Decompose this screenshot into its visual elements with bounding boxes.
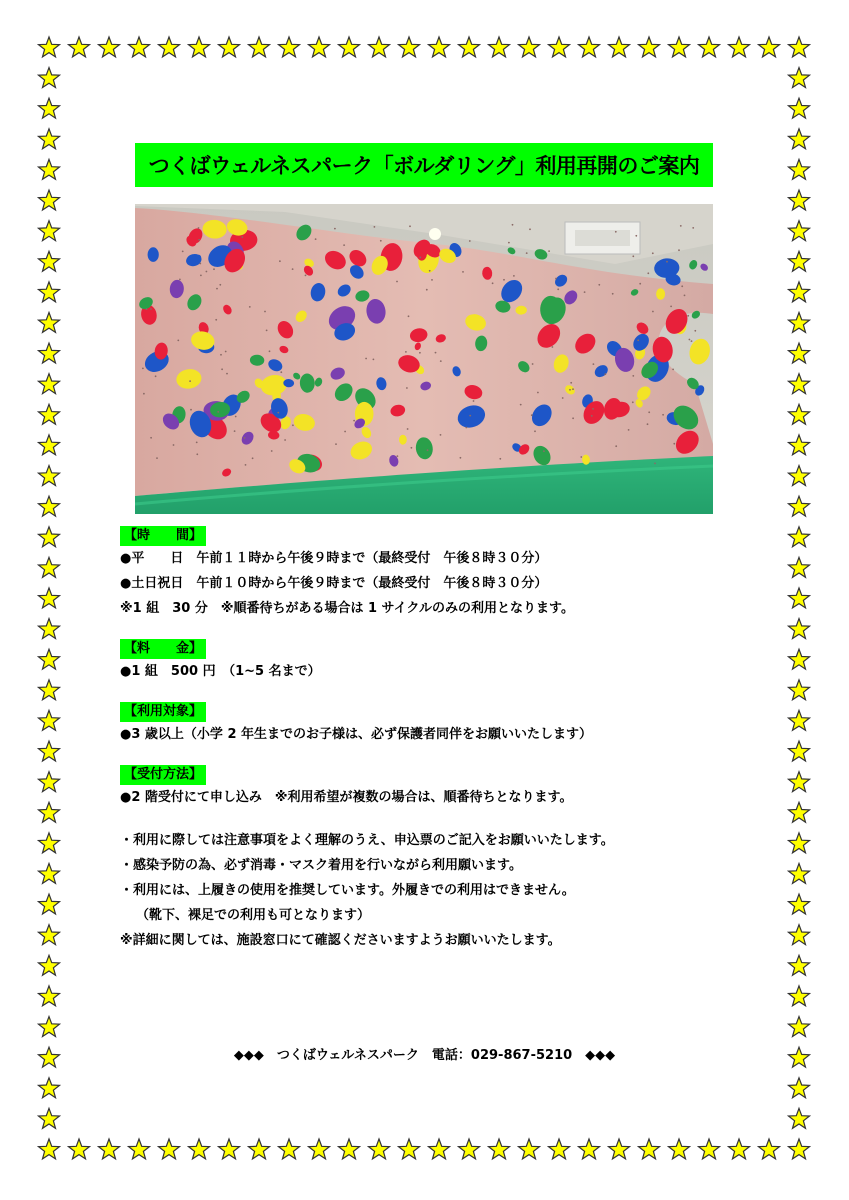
- wall-bolt: [431, 279, 433, 281]
- wall-bolt: [405, 351, 407, 353]
- wall-bolt: [426, 289, 428, 291]
- wall-bolt: [373, 359, 375, 361]
- wall-bolt: [692, 227, 694, 229]
- note-3: ・利用には、上履きの使用を推奨しています。外履きでの利用はできません。: [120, 883, 575, 898]
- wall-bolt: [271, 450, 273, 452]
- wall-bolt: [462, 271, 464, 273]
- wall-bolt: [335, 443, 337, 445]
- wall-bolt: [235, 416, 237, 418]
- star-icon: [249, 1139, 270, 1159]
- wall-bolt: [652, 252, 654, 254]
- star-icon: [789, 1017, 810, 1037]
- wall-bolt: [155, 375, 157, 377]
- star-icon: [159, 1139, 180, 1159]
- star-icon: [789, 435, 810, 455]
- star-icon: [39, 466, 60, 486]
- star-icon: [789, 802, 810, 822]
- star-icon: [459, 1139, 480, 1159]
- star-icon: [39, 159, 60, 179]
- star-icon: [549, 1139, 570, 1159]
- wall-bolt: [512, 224, 514, 226]
- star-icon: [759, 1139, 780, 1159]
- star-icon: [99, 1139, 120, 1159]
- star-icon: [39, 343, 60, 363]
- wall-bolt: [429, 270, 431, 272]
- wall-bolt: [266, 330, 268, 332]
- wall-bolt: [654, 463, 656, 465]
- footer-contact: ◆◆◆ つくばウェルネスパーク 電話：029-867-5210 ◆◆◆: [233, 1048, 616, 1063]
- note-2: ・感染予防の為、必ず消毒・マスク着用を行いながら利用願います。: [120, 858, 522, 873]
- star-icon: [39, 496, 60, 516]
- wall-bolt: [684, 295, 686, 297]
- star-icon: [789, 772, 810, 792]
- wall-bolt: [427, 449, 429, 451]
- star-icon: [789, 864, 810, 884]
- star-icon: [789, 680, 810, 700]
- wall-bolt: [179, 279, 181, 281]
- star-icon: [729, 37, 750, 57]
- wall-bolt: [284, 439, 286, 441]
- wall-bolt: [662, 414, 664, 416]
- fee-heading: 【料 金】: [120, 639, 206, 659]
- wall-bolt: [508, 242, 510, 244]
- star-icon: [39, 986, 60, 1006]
- wall-bolt: [678, 249, 680, 251]
- star-icon: [69, 1139, 90, 1159]
- wall-bolt: [199, 263, 201, 265]
- star-icon: [399, 1139, 420, 1159]
- star-icon: [39, 374, 60, 394]
- wall-bolt: [584, 291, 586, 293]
- star-icon: [189, 37, 210, 57]
- wall-bolt: [334, 228, 336, 230]
- wall-bolt: [687, 315, 689, 317]
- star-icon: [489, 37, 510, 57]
- wall-bolt: [189, 380, 191, 382]
- wall-bolt: [548, 250, 550, 252]
- wall-bolt: [469, 240, 471, 242]
- star-icon: [129, 37, 150, 57]
- wall-bolt: [206, 271, 208, 273]
- wall-bolt: [249, 306, 251, 308]
- star-icon: [609, 1139, 630, 1159]
- wall-bolt: [374, 226, 376, 228]
- wall-bolt: [647, 272, 649, 274]
- star-icon: [789, 313, 810, 333]
- star-icon: [789, 343, 810, 363]
- wall-bolt: [234, 430, 236, 432]
- star-icon: [759, 37, 780, 57]
- wall-bolt: [213, 268, 215, 270]
- wall-bolt: [409, 225, 411, 227]
- wall-bolt: [146, 308, 148, 310]
- wall-bolt: [200, 275, 202, 277]
- wall-bolt: [570, 382, 572, 384]
- target-heading: 【利用対象】: [120, 702, 206, 722]
- note-1: ・利用に際しては注意事項をよく理解のうえ、申込票のご記入をお願いいたします。: [120, 833, 614, 848]
- wall-bolt: [672, 369, 674, 371]
- star-icon: [129, 1139, 150, 1159]
- wall-bolt: [217, 411, 219, 413]
- star-icon: [249, 37, 270, 57]
- star-icon: [789, 1078, 810, 1098]
- wall-bolt: [280, 371, 282, 373]
- star-icon: [789, 925, 810, 945]
- wall-bolt: [344, 431, 346, 433]
- star-icon: [39, 619, 60, 639]
- wall-bolt: [635, 235, 637, 237]
- star-icon: [39, 435, 60, 455]
- star-icon: [39, 251, 60, 271]
- wall-bolt: [632, 255, 634, 257]
- star-icon: [99, 37, 120, 57]
- star-icon: [39, 527, 60, 547]
- wall-bolt: [177, 340, 179, 342]
- wall-bolt: [143, 393, 145, 395]
- wall-bolt: [219, 284, 221, 286]
- star-icon: [789, 466, 810, 486]
- star-icon: [39, 833, 60, 853]
- wall-bolt: [529, 228, 531, 230]
- star-icon: [39, 925, 60, 945]
- wall-bolt: [460, 457, 462, 459]
- star-icon: [789, 649, 810, 669]
- wall-bolt: [380, 240, 382, 242]
- wall-bolt: [215, 319, 217, 321]
- wall-bolt: [492, 282, 494, 284]
- star-icon: [39, 588, 60, 608]
- star-icon: [489, 1139, 510, 1159]
- wall-bolt: [305, 275, 307, 277]
- wall-bolt: [156, 457, 158, 459]
- star-icon: [339, 37, 360, 57]
- star-icon: [429, 1139, 450, 1159]
- wall-bolt: [221, 368, 223, 370]
- wall-bolt: [562, 397, 564, 399]
- wall-bolt: [252, 457, 254, 459]
- wall-bolt: [628, 429, 630, 431]
- wall-bolt: [406, 387, 408, 389]
- star-icon: [789, 496, 810, 516]
- wall-bolt: [580, 456, 582, 458]
- star-icon: [789, 557, 810, 577]
- reception-heading: 【受付方法】: [120, 765, 206, 785]
- wall-bolt: [469, 415, 471, 417]
- wall-bolt: [503, 279, 505, 281]
- star-icon: [789, 1108, 810, 1128]
- wall-bolt: [196, 442, 198, 444]
- star-icon: [789, 619, 810, 639]
- star-icon: [39, 221, 60, 241]
- wall-bolt: [225, 351, 227, 353]
- wall-bolt: [591, 415, 593, 417]
- star-icon: [39, 802, 60, 822]
- star-icon: [789, 159, 810, 179]
- target-line: ●3 歳以上（小学 2 年生までのお子様は、必ず保護者同伴をお願いいたします）: [120, 727, 593, 742]
- wall-bolt: [572, 417, 574, 419]
- star-icon: [309, 1139, 330, 1159]
- wall-bolt: [419, 352, 421, 354]
- star-icon: [39, 894, 60, 914]
- wall-bolt: [226, 373, 228, 375]
- wall-bolt: [612, 293, 614, 295]
- star-icon: [789, 68, 810, 88]
- star-icon: [789, 741, 810, 761]
- star-icon: [789, 833, 810, 853]
- wall-bolt: [648, 411, 650, 413]
- wall-bolt: [190, 409, 192, 411]
- wall-bolt: [691, 340, 693, 342]
- star-icon: [69, 37, 90, 57]
- star-icon: [639, 37, 660, 57]
- wall-bolt: [343, 244, 345, 246]
- wall-bolt: [435, 352, 437, 354]
- wall-bolt: [264, 311, 266, 313]
- wall-bolt: [292, 268, 294, 270]
- wall-bolt: [534, 430, 536, 432]
- wall-bolt: [615, 445, 617, 447]
- star-icon: [459, 37, 480, 57]
- wall-bolt: [670, 306, 672, 308]
- wall-bolt: [440, 434, 442, 436]
- wall-bolt: [537, 392, 539, 394]
- star-icon: [339, 1139, 360, 1159]
- wall-bolt: [557, 288, 559, 290]
- star-icon: [789, 190, 810, 210]
- wall-bolt: [408, 315, 410, 317]
- wall-bolt: [182, 251, 184, 253]
- wall-bolt: [531, 414, 533, 416]
- wall-bolt: [593, 363, 595, 365]
- wall-bolt: [637, 339, 639, 341]
- star-icon: [789, 129, 810, 149]
- wall-bolt: [173, 444, 175, 446]
- wall-bolt: [440, 360, 442, 362]
- star-icon: [549, 37, 570, 57]
- wall-bolt: [150, 437, 152, 439]
- wall-bolt: [292, 424, 294, 426]
- star-icon: [789, 527, 810, 547]
- star-icon: [279, 37, 300, 57]
- star-icon: [789, 1139, 810, 1159]
- wall-bolt: [411, 447, 413, 449]
- star-icon: [39, 772, 60, 792]
- star-icon: [39, 37, 60, 57]
- hours-note: ※1 組 30 分 ※順番待ちがある場合は 1 サイクルのみの利用となります。: [120, 601, 574, 616]
- star-icon: [39, 955, 60, 975]
- wall-bolt: [245, 464, 247, 466]
- hours-weekday: ●平 日 午前１１時から午後９時まで（最終受付 午後８時３０分）: [120, 551, 548, 566]
- star-icon: [39, 1078, 60, 1098]
- wall-bolt: [397, 455, 399, 457]
- star-icon: [789, 955, 810, 975]
- wall-bolt: [244, 437, 246, 439]
- wall-bolt: [632, 401, 634, 403]
- wall-bolt: [543, 450, 545, 452]
- wall-bolt: [150, 308, 152, 310]
- wall-bolt: [142, 368, 144, 370]
- star-icon: [279, 1139, 300, 1159]
- star-icon: [39, 129, 60, 149]
- star-icon: [729, 1139, 750, 1159]
- star-icon: [639, 1139, 660, 1159]
- wall-bolt: [673, 443, 675, 445]
- star-icon: [609, 37, 630, 57]
- wall-bolt: [365, 358, 367, 360]
- note-5: ※詳細に関しては、施設窓口にて確認くださいますようお願いいたします。: [120, 933, 561, 948]
- star-icon: [789, 374, 810, 394]
- star-icon: [159, 37, 180, 57]
- star-icon: [39, 710, 60, 730]
- star-icon: [39, 864, 60, 884]
- star-icon: [39, 313, 60, 333]
- star-icon: [39, 404, 60, 424]
- wall-bolt: [279, 260, 281, 262]
- star-icon: [699, 1139, 720, 1159]
- star-icon: [699, 37, 720, 57]
- star-icon: [39, 190, 60, 210]
- wall-bolt: [604, 373, 606, 375]
- star-icon: [789, 588, 810, 608]
- star-icon: [519, 1139, 540, 1159]
- star-icon: [369, 37, 390, 57]
- star-icon: [309, 37, 330, 57]
- hours-weekend: ●土日祝日 午前１０時から午後９時まで（最終受付 午後８時３０分）: [120, 576, 548, 591]
- wall-bolt: [598, 284, 600, 286]
- star-icon: [39, 1108, 60, 1128]
- star-icon: [189, 1139, 210, 1159]
- bouldering-wall-photo: [135, 204, 713, 514]
- wall-bolt: [520, 404, 522, 406]
- wall-bolt: [315, 238, 317, 240]
- star-icon: [39, 741, 60, 761]
- wall-bolt: [681, 285, 683, 287]
- wall-bolt: [572, 388, 574, 390]
- wall-bolt: [269, 350, 271, 352]
- star-icon: [789, 282, 810, 302]
- wall-bolt: [513, 275, 515, 277]
- star-icon: [789, 37, 810, 57]
- wall-bolt: [198, 227, 200, 229]
- wall-bolt: [407, 428, 409, 430]
- wall-bolt: [555, 278, 557, 280]
- star-icon: [789, 894, 810, 914]
- star-icon: [39, 1017, 60, 1037]
- star-icon: [789, 251, 810, 271]
- wall-bolt: [647, 423, 649, 425]
- star-icon: [39, 282, 60, 302]
- wall-bolt: [592, 408, 594, 410]
- wall-bolt: [419, 257, 421, 259]
- wall-bolt: [198, 239, 200, 241]
- wall-bolt: [277, 412, 279, 414]
- wall-bolt: [353, 420, 355, 422]
- wall-bolt: [689, 339, 691, 341]
- star-icon: [39, 557, 60, 577]
- star-icon: [789, 986, 810, 1006]
- star-icon: [789, 710, 810, 730]
- wall-bolt: [694, 330, 696, 332]
- star-icon: [429, 37, 450, 57]
- wall-bolt: [396, 281, 398, 283]
- star-icon: [399, 37, 420, 57]
- wall-bolt: [552, 346, 554, 348]
- wall-bolt: [216, 288, 218, 290]
- wall-bolt: [499, 458, 501, 460]
- star-icon: [219, 1139, 240, 1159]
- info-content: [120, 526, 740, 953]
- star-icon: [39, 98, 60, 118]
- hours-heading: 【時 間】: [120, 526, 206, 546]
- star-icon: [39, 68, 60, 88]
- climbing-hold: [148, 247, 159, 262]
- wall-bolt: [526, 252, 528, 254]
- wall-bolt: [652, 311, 654, 313]
- star-icon: [669, 37, 690, 57]
- page-title: つくばウェルネスパーク「ボルダリング」利用再開のご案内: [135, 143, 713, 187]
- wall-bolt: [220, 354, 222, 356]
- wall-bolt: [569, 389, 571, 391]
- wall-bolt: [666, 261, 668, 263]
- wall-bolt: [639, 283, 641, 285]
- star-icon: [789, 221, 810, 241]
- wall-bolt: [680, 225, 682, 227]
- wall-bolt: [532, 363, 534, 365]
- star-icon: [39, 1139, 60, 1159]
- note-4: （靴下、裸足での利用も可となります）: [136, 908, 371, 923]
- star-icon: [369, 1139, 390, 1159]
- wall-bolt: [465, 427, 467, 429]
- star-icon: [789, 98, 810, 118]
- star-icon: [219, 37, 240, 57]
- wall-bolt: [473, 400, 475, 402]
- star-icon: [579, 37, 600, 57]
- fee-line: ●1 組 500 円 （1~5 名まで）: [120, 664, 321, 679]
- wall-bolt: [632, 375, 634, 377]
- star-icon: [789, 404, 810, 424]
- star-icon: [39, 649, 60, 669]
- wall-bolt: [241, 236, 243, 238]
- wall-bolt: [615, 231, 617, 233]
- wall-bolt: [196, 453, 198, 455]
- star-icon: [519, 37, 540, 57]
- reception-line: ●2 階受付にて申し込み ※利用希望が複数の場合は、順番待ちとなります。: [120, 790, 573, 805]
- star-icon: [39, 680, 60, 700]
- star-icon: [579, 1139, 600, 1159]
- star-icon: [669, 1139, 690, 1159]
